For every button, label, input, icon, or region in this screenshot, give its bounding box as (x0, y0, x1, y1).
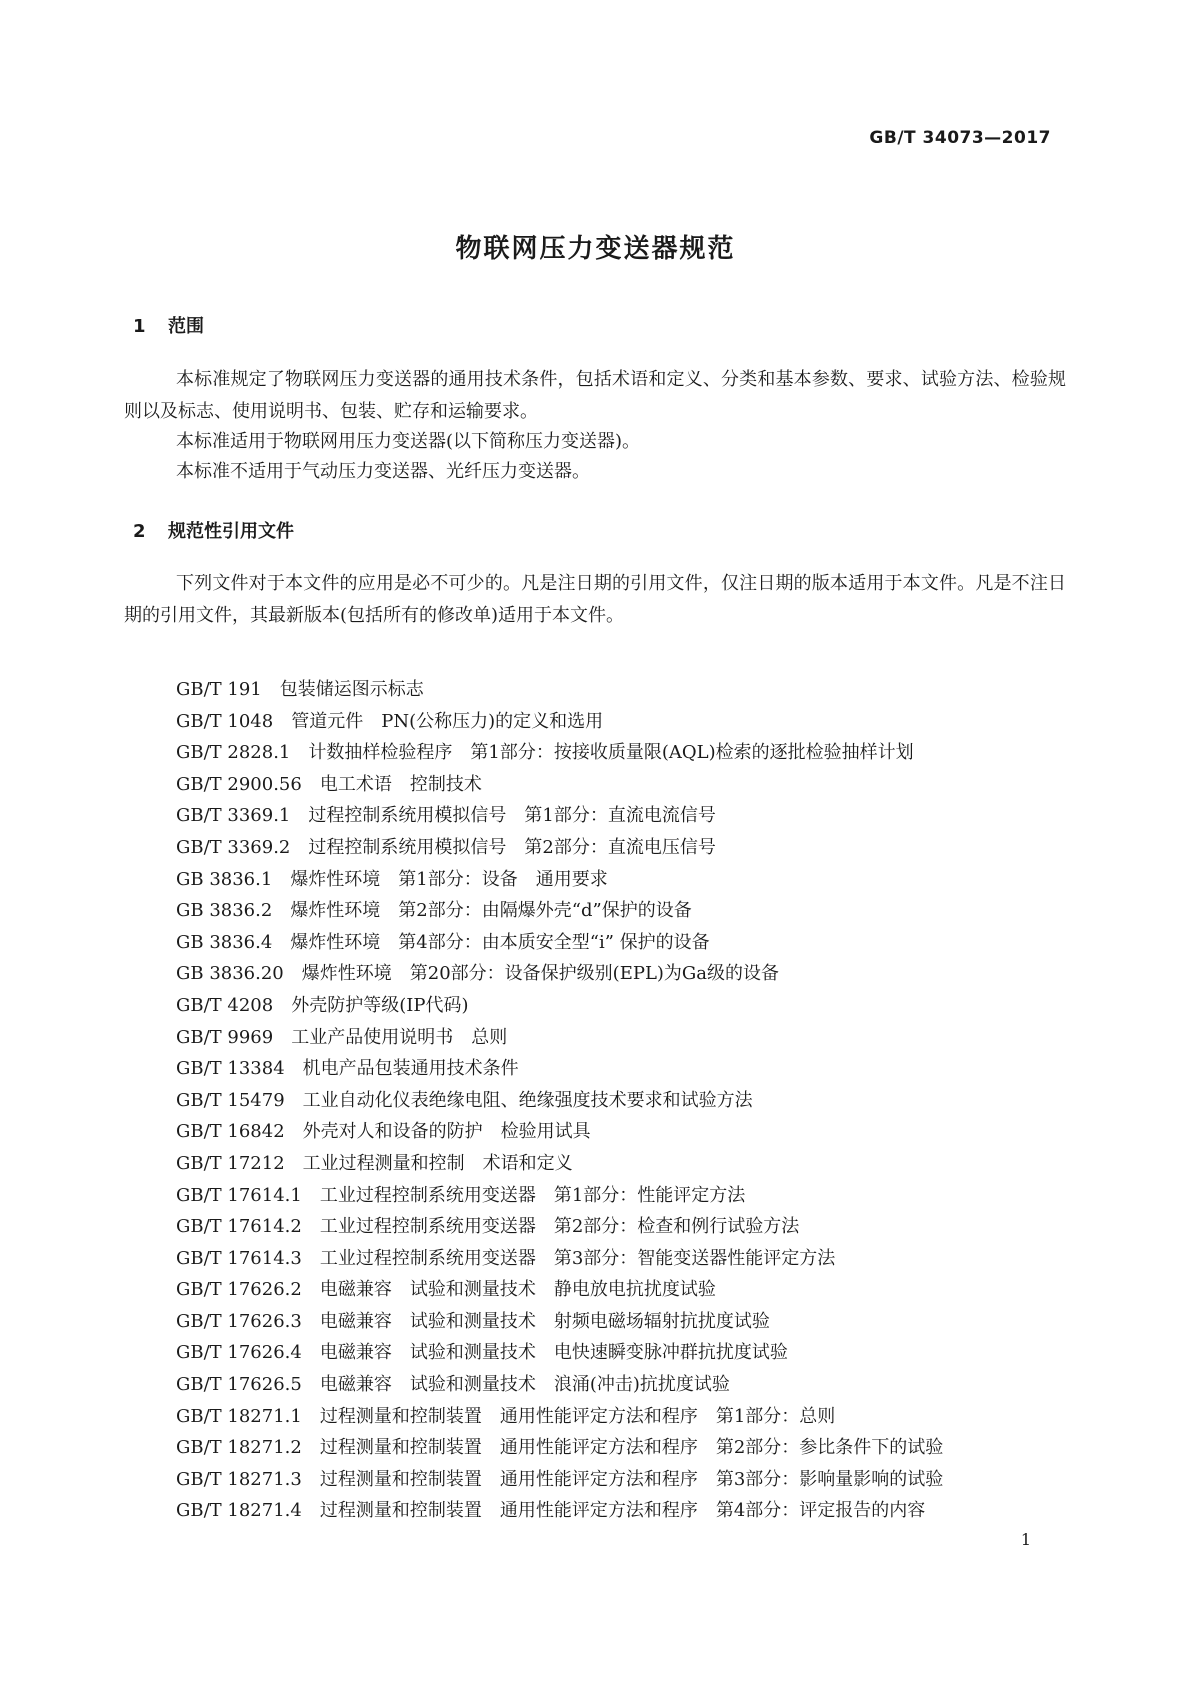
reference-item (176, 1022, 943, 1054)
reference-title: 工业过程控制系统用变送器 第1部分：性能评定方法 (319, 1184, 746, 1206)
reference-item (176, 1274, 943, 1306)
reference-item (176, 927, 943, 959)
reference-code: GB/T 9969 (176, 1026, 274, 1048)
reference-code: GB/T 1048 (176, 710, 274, 732)
reference-title: 爆炸性环境 第4部分：由本质安全型“i” 保护的设备 (290, 931, 710, 953)
document-title: 物联网压力变送器规范 (455, 234, 736, 264)
reference-item (176, 674, 943, 706)
reference-item (176, 1053, 943, 1085)
reference-title: 电工术语 控制技术 (319, 773, 482, 795)
reference-item (176, 1243, 943, 1275)
reference-code: GB/T 17626.5 (176, 1374, 302, 1396)
reference-title: 电磁兼容 试验和测量技术 电快速瞬变脉冲群抗扰度试验 (319, 1342, 788, 1364)
reference-item (176, 1495, 943, 1527)
reference-item (176, 1211, 943, 1243)
reference-item (176, 737, 943, 769)
reference-item (176, 1464, 943, 1496)
reference-item (176, 706, 943, 738)
reference-code: GB/T 2828.1 (176, 742, 291, 764)
reference-title: 电磁兼容 试验和测量技术 射频电磁场辐射抗扰度试验 (319, 1310, 770, 1332)
reference-title: 工业产品使用说明书 总则 (291, 1026, 508, 1048)
reference-code: GB 3836.2 (176, 900, 273, 922)
reference-item (176, 1085, 943, 1117)
section-1-paragraph: 本标准适用于物联网用压力变送器(以下简称压力变送器)。 (176, 431, 641, 452)
section-2-heading (133, 517, 294, 543)
reference-code: GB/T 17626.4 (176, 1342, 302, 1364)
reference-title: 爆炸性环境 第2部分：由隔爆外壳“d”保护的设备 (290, 900, 692, 922)
reference-code: GB/T 17614.1 (176, 1184, 302, 1206)
reference-code: GB 3836.1 (176, 868, 273, 890)
reference-title: 过程控制系统用模拟信号 第1部分：直流电流信号 (308, 805, 716, 827)
reference-item (176, 864, 943, 896)
reference-title: 电磁兼容 试验和测量技术 静电放电抗扰度试验 (319, 1279, 716, 1301)
reference-title: 工业过程控制系统用变送器 第2部分：检查和例行试验方法 (319, 1216, 800, 1238)
section-2-number: 2 (133, 521, 146, 542)
section-1-title: 范围 (168, 316, 204, 337)
reference-code: GB/T 3369.1 (176, 805, 291, 827)
section-2-intro: 下列文件对于本文件的应用是必不可少的。凡是注日期的引用文件，仅注日期的版本适用于本文件。凡是不注日期的引用文件，其最新版本(包括所有的修改单)适用于本文件。 (124, 573, 1066, 626)
section-1-heading (133, 312, 204, 338)
reference-code: GB/T 16842 (176, 1121, 285, 1143)
reference-title: 过程测量和控制装置 通用性能评定方法和程序 第1部分：总则 (319, 1405, 836, 1427)
reference-item (176, 1432, 943, 1464)
reference-title: 过程测量和控制装置 通用性能评定方法和程序 第2部分：参比条件下的试验 (319, 1437, 944, 1459)
reference-code: GB/T 18271.2 (176, 1437, 302, 1459)
reference-title: 计数抽样检验程序 第1部分：按接收质量限(AQL)检索的逐批检验抽样计划 (308, 742, 914, 764)
reference-title: 管道元件 PN(公称压力)的定义和选用 (291, 710, 604, 732)
reference-title: 工业过程测量和控制 术语和定义 (302, 1152, 573, 1174)
standard-number: GB/T 34073—2017 (869, 128, 1051, 148)
reference-title: 电磁兼容 试验和测量技术 浪涌(冲击)抗扰度试验 (319, 1374, 730, 1396)
reference-code: GB/T 18271.1 (176, 1405, 302, 1427)
reference-item (176, 958, 943, 990)
reference-title: 工业自动化仪表绝缘电阻、绝缘强度技术要求和试验方法 (302, 1089, 753, 1111)
reference-item (176, 1369, 943, 1401)
reference-item (176, 1180, 943, 1212)
reference-title: 过程控制系统用模拟信号 第2部分：直流电压信号 (308, 836, 716, 858)
reference-code: GB/T 4208 (176, 994, 274, 1016)
reference-item (176, 769, 943, 801)
section-2-title: 规范性引用文件 (168, 521, 294, 542)
reference-code: GB/T 17626.2 (176, 1279, 302, 1301)
reference-code: GB/T 18271.4 (176, 1500, 302, 1522)
reference-item (176, 990, 943, 1022)
reference-code: GB/T 191 (176, 679, 262, 700)
section-1-paragraph: 本标准规定了物联网压力变送器的通用技术条件，包括术语和定义、分类和基本参数、要求、试验方法、检验规则以及标志、使用说明书、包装、贮存和运输要求。 (124, 369, 1066, 422)
section-1-number: 1 (133, 316, 146, 337)
reference-title: 外壳防护等级(IP代码) (291, 994, 469, 1016)
reference-item (176, 1401, 943, 1433)
reference-code: GB/T 18271.3 (176, 1468, 302, 1490)
reference-item (176, 1306, 943, 1338)
reference-code: GB/T 17614.2 (176, 1216, 302, 1238)
reference-code: GB 3836.4 (176, 931, 273, 953)
reference-code: GB 3836.20 (176, 963, 284, 985)
reference-code: GB/T 17212 (176, 1152, 285, 1174)
reference-code: GB/T 13384 (176, 1058, 285, 1080)
reference-code: GB/T 2900.56 (176, 773, 302, 795)
reference-title: 爆炸性环境 第1部分：设备 通用要求 (290, 868, 608, 890)
reference-title: 过程测量和控制装置 通用性能评定方法和程序 第3部分：影响量影响的试验 (319, 1468, 944, 1490)
reference-item (176, 1116, 943, 1148)
reference-code: GB/T 17614.3 (176, 1247, 302, 1269)
normative-references-list (176, 674, 943, 1527)
page-number: 1 (1020, 1530, 1031, 1549)
reference-item (176, 1337, 943, 1369)
reference-code: GB/T 15479 (176, 1089, 285, 1111)
section-1-paragraph: 本标准不适用于气动压力变送器、光纤压力变送器。 (176, 461, 590, 482)
reference-item (176, 1148, 943, 1180)
reference-title: 机电产品包装通用技术条件 (302, 1058, 519, 1080)
reference-title: 爆炸性环境 第20部分：设备保护级别(EPL)为Ga级的设备 (301, 963, 780, 985)
reference-title: 外壳对人和设备的防护 检验用试具 (302, 1121, 591, 1143)
reference-title: 包装储运图示标志 (279, 679, 424, 700)
reference-title: 过程测量和控制装置 通用性能评定方法和程序 第4部分：评定报告的内容 (319, 1500, 926, 1522)
reference-item (176, 800, 943, 832)
reference-item (176, 832, 943, 864)
reference-code: GB/T 17626.3 (176, 1310, 302, 1332)
reference-item (176, 895, 943, 927)
reference-code: GB/T 3369.2 (176, 836, 291, 858)
reference-title: 工业过程控制系统用变送器 第3部分：智能变送器性能评定方法 (319, 1247, 836, 1269)
